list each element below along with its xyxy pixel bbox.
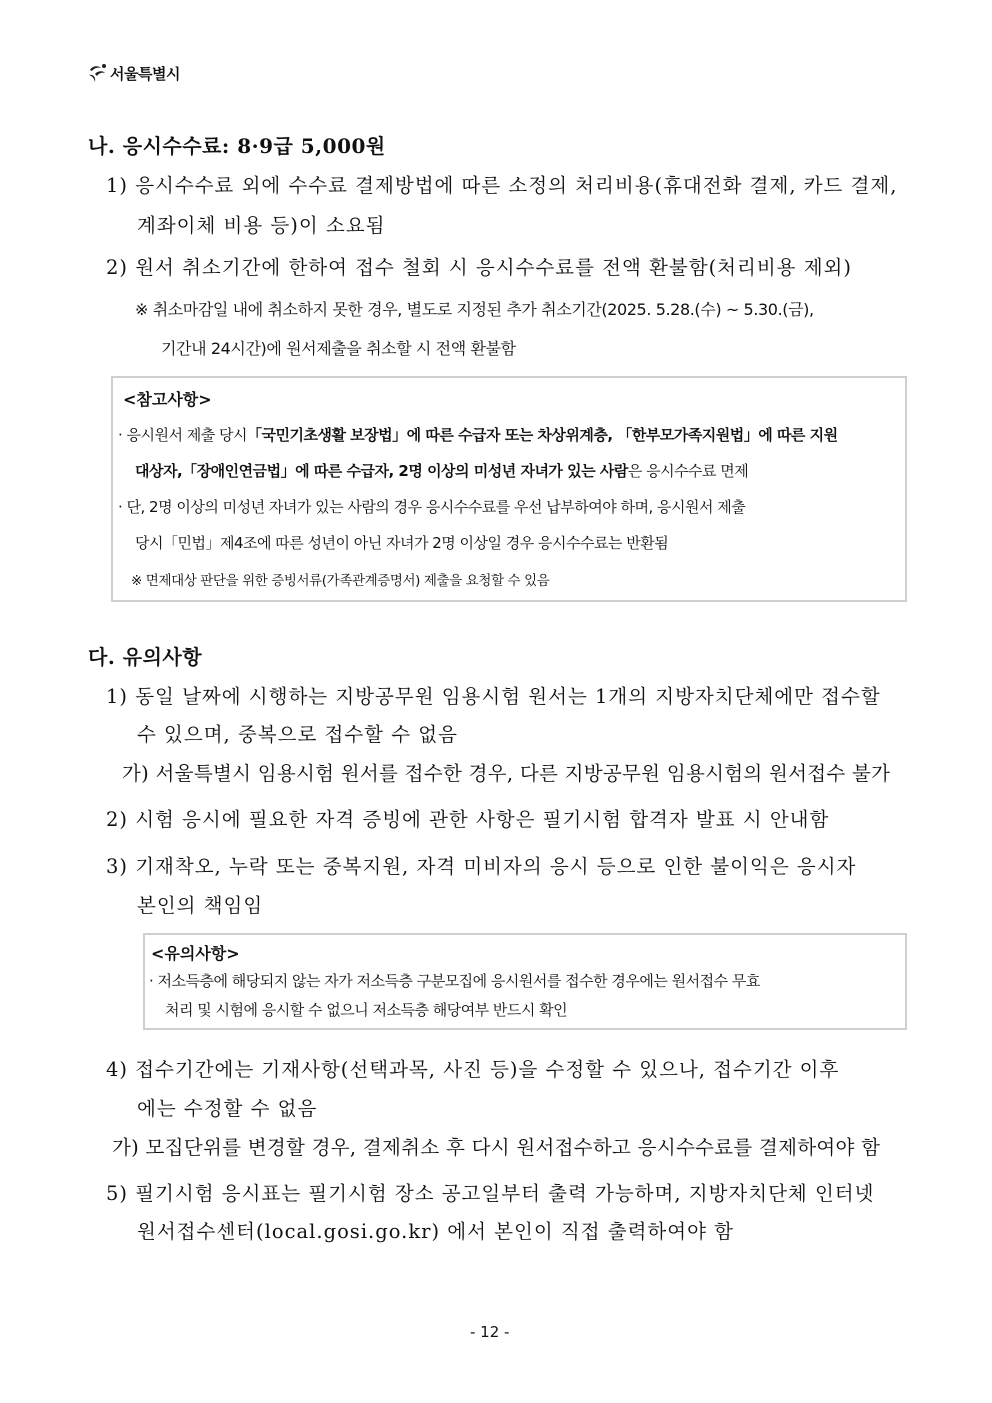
caution-item4-sub: 가) 모집단위를 변경할 경우, 결제취소 후 다시 원서접수하고 응시수수료를 결제하여야 함 — [112, 1136, 881, 1159]
seoul-logo-icon — [86, 62, 108, 84]
caution-item2: 2) 시험 응시에 필요한 자격 증빙에 관한 사항은 필기시험 합격자 발표 시 안내함 — [106, 808, 830, 831]
fee-item1-line1: 1) 응시수수료 외에 수수료 결제방법에 따른 소정의 처리비용(휴대전화 결제, 카드 결제, — [106, 174, 898, 197]
fee-note-line2: 기간내 24시간)에 원서제출을 취소할 시 전액 환불함 — [161, 339, 516, 358]
reference-line2: 대상자,「장애인연금법」에 따른 수급자, 2명 이상의 미성년 자녀가 있는 사람은 응시수수료 면제 — [135, 462, 749, 480]
seoul-logo — [86, 62, 180, 84]
caution-box-line1: · 저소득층에 해당되지 않는 자가 저소득층 구분모집에 응시원서를 접수한 경우에는 원서접수 무효 — [149, 972, 760, 990]
logo-text: 서울특별시 — [110, 64, 180, 83]
caution-item4-line1: 4) 접수기간에는 기재사항(선택과목, 사진 등)을 수정할 수 있으나, 접수기간 이후 — [106, 1058, 840, 1081]
caution-item3-line1: 3) 기재착오, 누락 또는 중복지원, 자격 미비자의 응시 등으로 인한 불이익은 응시자 — [106, 855, 857, 878]
caution-item3-line2: 본인의 책임임 — [137, 894, 264, 917]
fee-note-line1: ※ 취소마감일 내에 취소하지 못한 경우, 별도로 지정된 추가 취소기간(2025. 5.28.(수) ~ 5.30.(금), — [135, 300, 814, 319]
fee-item1-line2: 계좌이체 비용 등)이 소요됨 — [137, 214, 386, 237]
caution-item4-line2: 에는 수정할 수 없음 — [137, 1097, 318, 1120]
caution-item1-line1: 1) 동일 날짜에 시행하는 지방공무원 임용시험 원서는 1개의 지방자치단체에만 접수할 — [106, 685, 881, 708]
caution-item5-line1: 5) 필기시험 응시표는 필기시험 장소 공고일부터 출력 가능하며, 지방자치단체 인터넷 — [106, 1182, 875, 1205]
caution-box-line2: 처리 및 시험에 응시할 수 없으니 저소득층 해당여부 반드시 확인 — [165, 1001, 568, 1019]
reference-box-title: <참고사항> — [123, 390, 212, 409]
page-number: - 12 - — [470, 1323, 510, 1341]
reference-note: ※ 면제대상 판단을 위한 증빙서류(가족관계증명서) 제출을 요청할 수 있음 — [131, 573, 550, 589]
reference-line3: · 단, 2명 이상의 미성년 자녀가 있는 사람의 경우 응시수수료를 우선 납부하여야 하며, 응시원서 제출 — [118, 498, 746, 516]
reference-line4: 당시「민법」제4조에 따른 성년이 아닌 자녀가 2명 이상일 경우 응시수수료는 반환됨 — [135, 534, 669, 552]
reference-line1: · 응시원서 제출 당시「국민기초생활 보장법」에 따른 수급자 또는 차상위계층, 「한부모가족지원법」에 따른 지원 — [118, 426, 838, 444]
section-na-title: 나. 응시수수료: 8·9급 5,000원 — [88, 134, 386, 158]
caution-item1-sub: 가) 서울특별시 임용시험 원서를 접수한 경우, 다른 지방공무원 임용시험의 원서접수 불가 — [122, 762, 891, 785]
section-da-title: 다. 유의사항 — [88, 645, 203, 669]
caution-box-title: <유의사항> — [151, 944, 240, 963]
caution-item1-line2: 수 있으며, 중복으로 접수할 수 없음 — [137, 723, 458, 746]
caution-item5-line2: 원서접수센터(local.gosi.go.kr) 에서 본인이 직접 출력하여야 함 — [137, 1220, 734, 1243]
fee-item2: 2) 원서 취소기간에 한하여 접수 철회 시 응시수수료를 전액 환불함(처리비용 제외) — [106, 256, 852, 279]
